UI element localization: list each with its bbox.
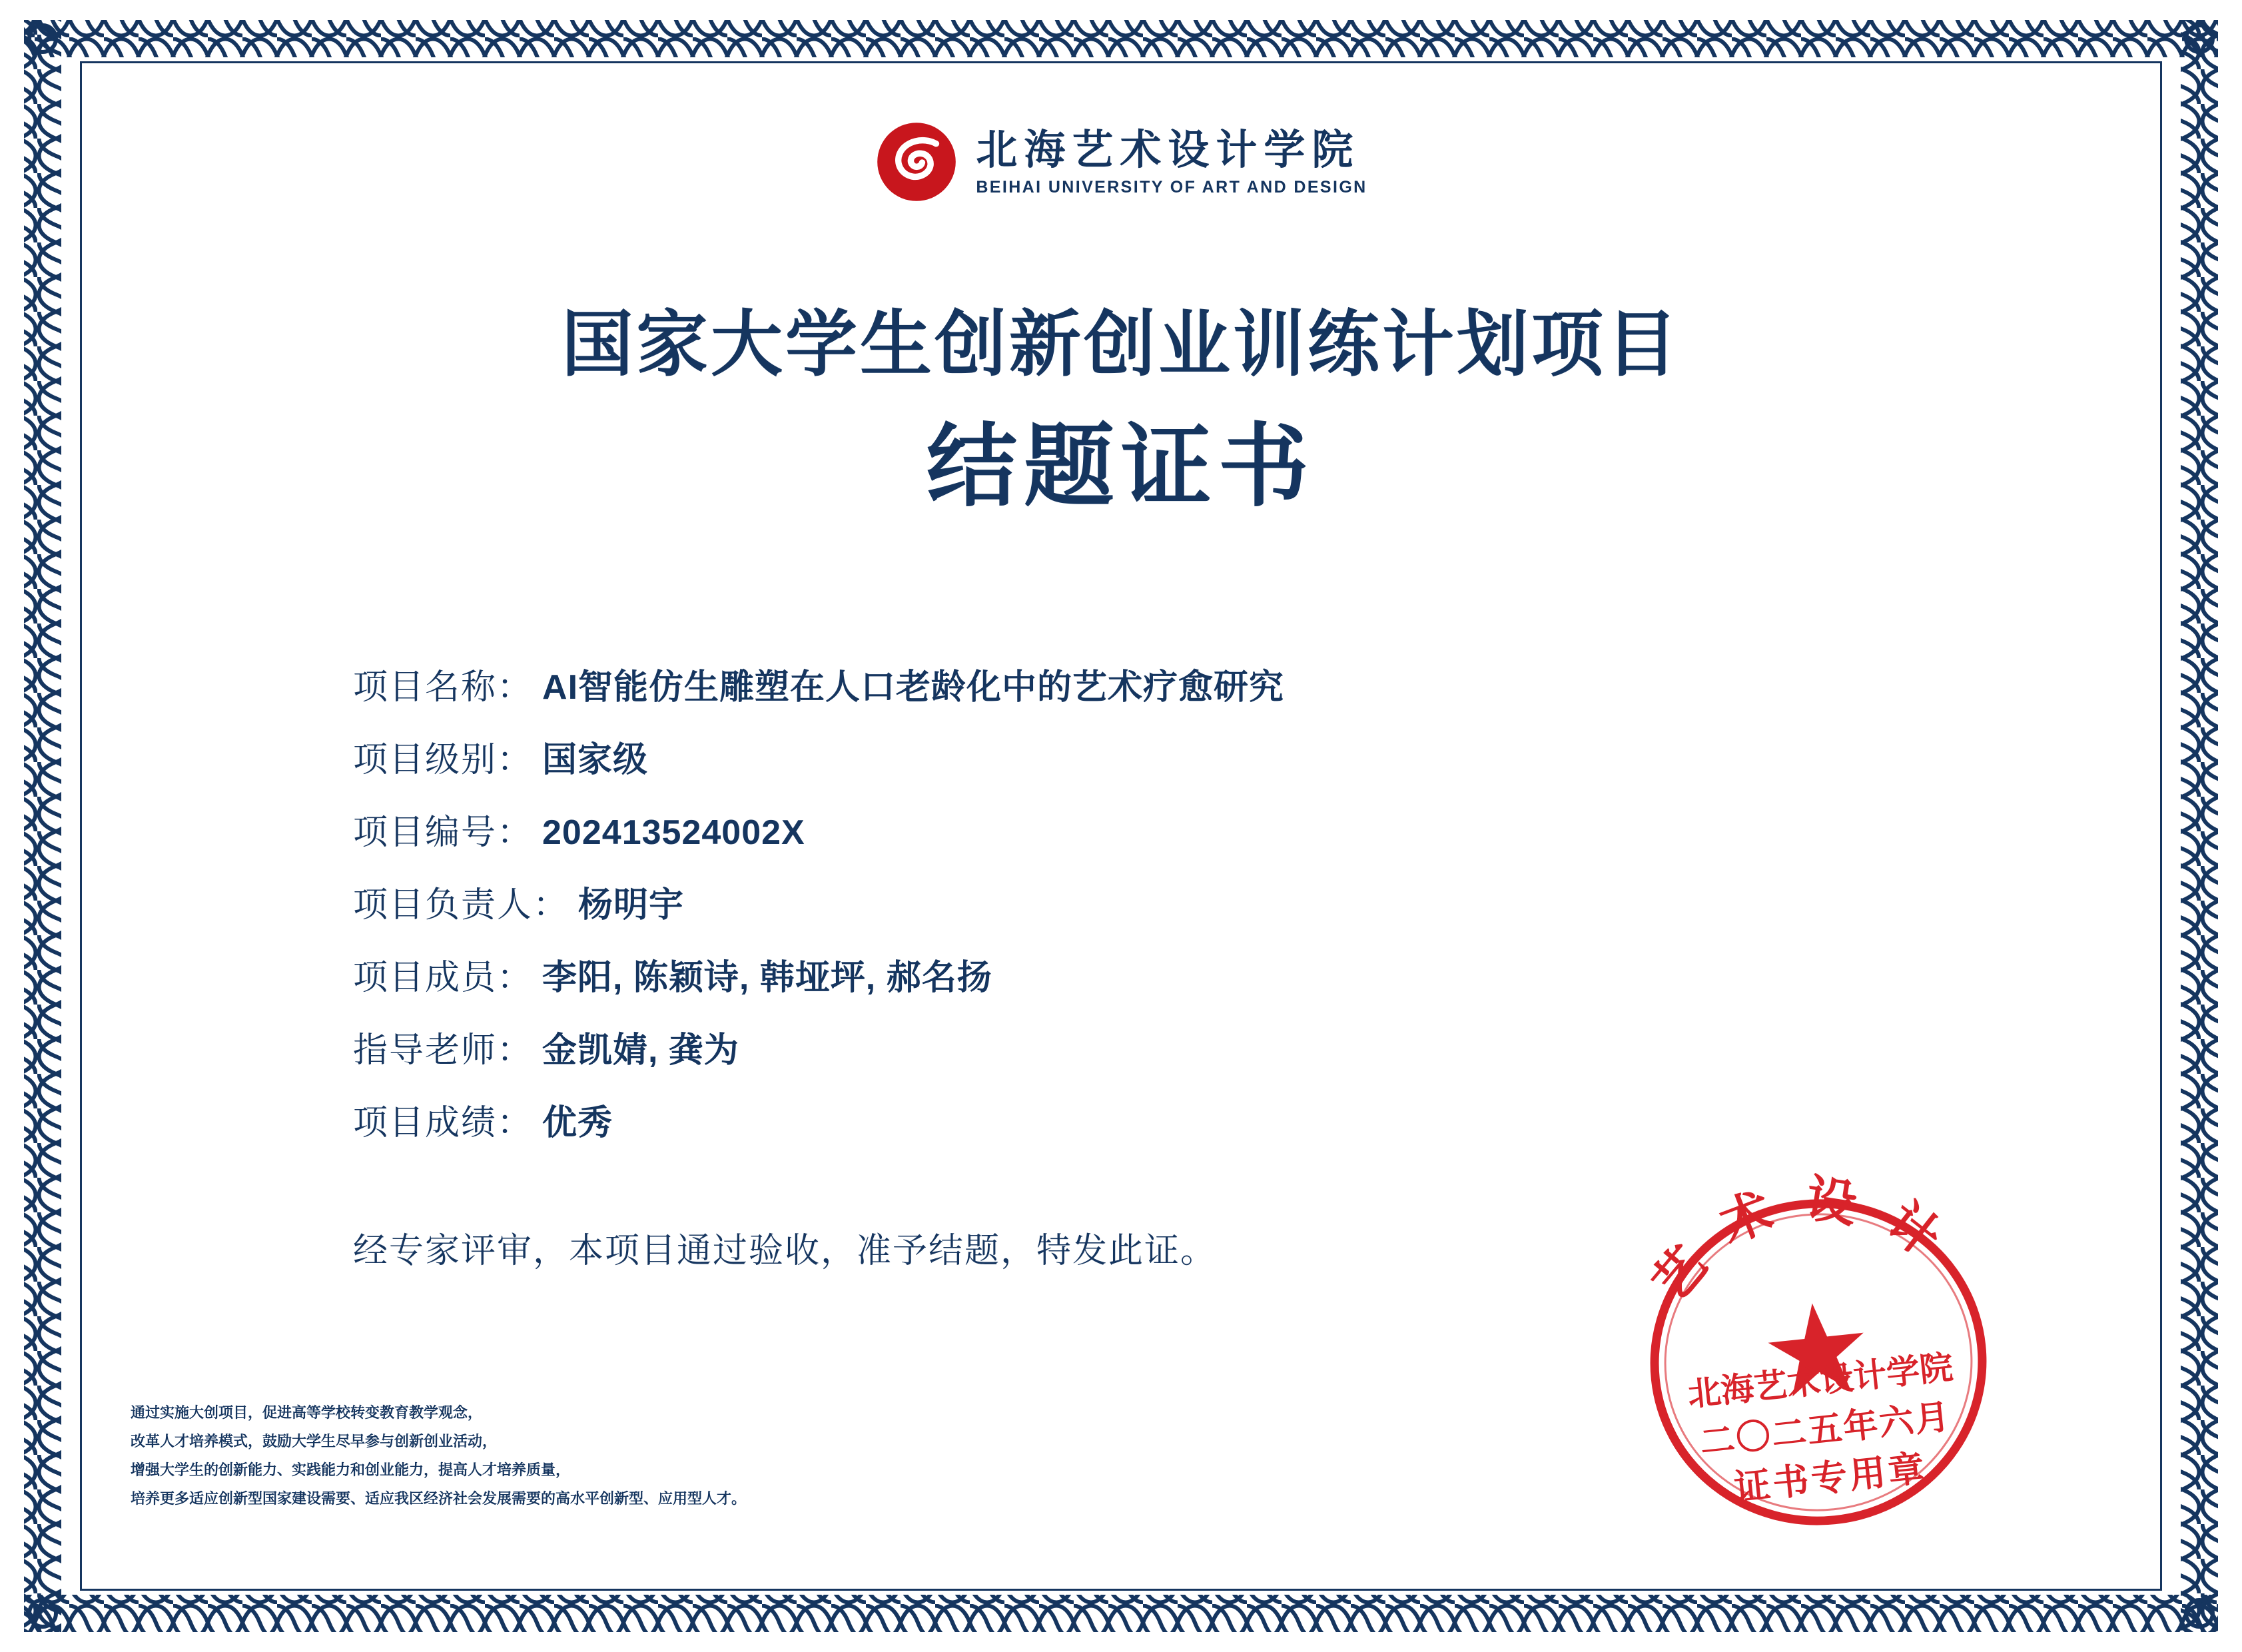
field-value: 国家级 [542,741,649,779]
university-logo-block [0,120,2242,207]
footnote-block [131,1399,1396,1513]
logo-university-name-en: BEIHAI UNIVERSITY OF ART AND DESIGN [976,178,1367,197]
seal-date-text: 二〇二五年六月 [1698,1396,1953,1463]
field-row-project-number [353,811,1952,855]
footnote-line-3: 增强大学生的创新能力、实践能力和创业能力，提高人才培养质量， [131,1461,571,1479]
field-label: 项目负责人： [353,886,569,925]
logo-university-name-cn: 北海艺术设计学院 [976,125,1360,174]
seal-organization-name: 北海艺术设计学院 [1685,1347,1955,1414]
field-row-grade [353,1102,1952,1145]
field-row-project-name [353,666,1952,709]
field-value: AI智能仿生雕塑在人口老龄化中的艺术疗愈研究 [542,668,1285,707]
field-value: 金凯婧, 龚为 [542,1031,739,1070]
field-label: 项目编号： [353,813,534,852]
field-label: 项目成绩： [353,1104,534,1142]
seal-bottom-text: 证书专用章 [1732,1446,1929,1509]
field-label: 项目名称： [353,668,534,707]
field-value: 202413524002X [542,813,805,852]
field-value: 李阳, 陈颖诗, 韩垭坪, 郝名扬 [542,959,992,997]
field-value: 杨明宇 [578,886,685,925]
field-label: 指导老师： [353,1031,534,1070]
official-seal [1593,1152,2044,1573]
certificate-fields [353,666,1952,1174]
field-value: 优秀 [542,1104,613,1142]
field-label: 项目成员： [353,959,534,997]
field-row-project-level [353,739,1952,782]
footnote-line-4: 培养更多适应创新型国家建设需要、适应我区经济社会发展需要的高水平创新型、应用型人才。 [131,1489,747,1507]
seal-arc-text: 艺术设计 [1640,1168,1974,1312]
spiral-wave-logo-icon [875,120,958,204]
field-row-advisors [353,1029,1952,1072]
footnote-line-2: 改革人才培养模式，鼓励大学生尽早参与创新创业活动， [131,1432,498,1450]
certificate-statement: 经专家评审，本项目通过验收，准予结题，特发此证。 [353,1232,1217,1270]
footnote-line-1: 通过实施大创项目，促进高等学校转变教育教学观念， [131,1404,483,1422]
field-label: 项目级别： [353,741,534,779]
certificate-title-line1: 国家大学生创新创业训练计划项目 [561,302,1681,386]
field-row-project-leader [353,884,1952,927]
certificate-title-line2: 结题证书 [927,413,1315,520]
field-row-project-members [353,957,1952,1000]
